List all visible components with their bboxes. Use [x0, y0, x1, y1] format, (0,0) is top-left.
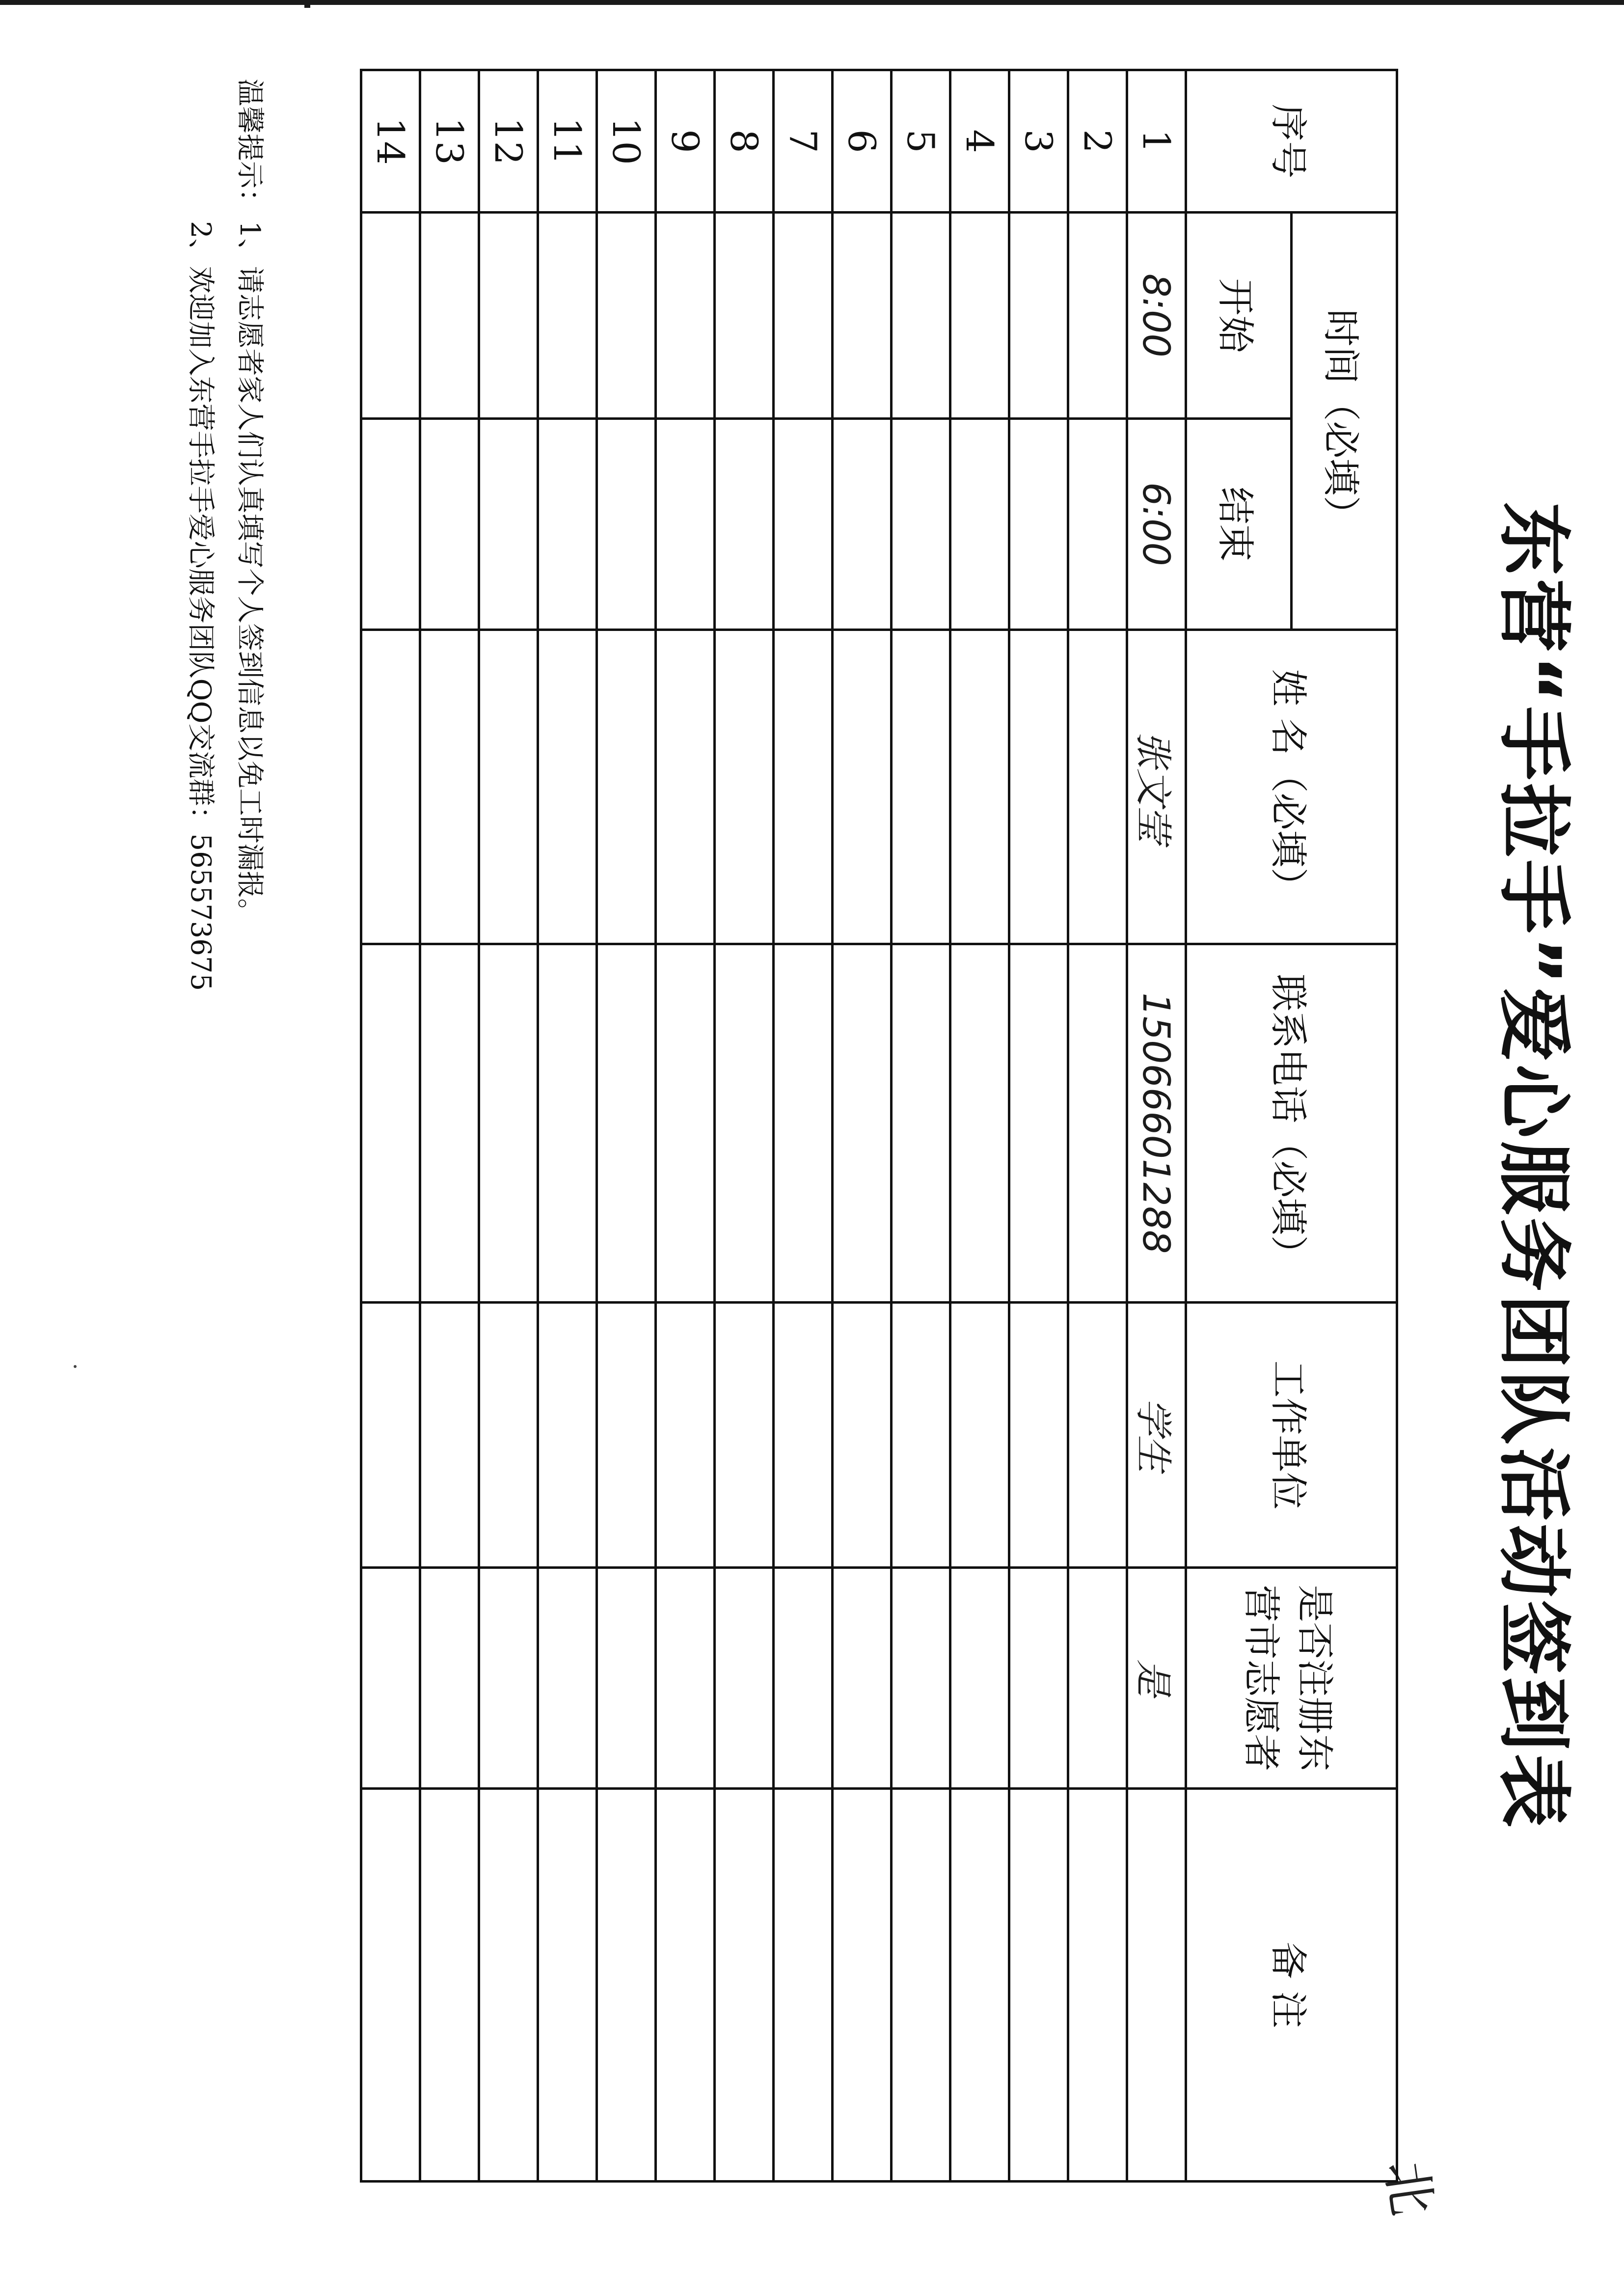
cell-end[interactable] — [597, 419, 656, 630]
cell-name[interactable] — [715, 630, 774, 944]
cell-phone[interactable] — [833, 944, 892, 1303]
cell-phone[interactable] — [420, 944, 479, 1303]
cell-registered[interactable] — [1068, 1568, 1127, 1789]
table-row — [1009, 70, 1068, 2182]
cell-start[interactable] — [1068, 213, 1127, 419]
cell-end[interactable] — [774, 419, 833, 630]
cell-start[interactable] — [597, 213, 656, 419]
table-row — [950, 70, 1009, 2182]
cell-seq: 13 — [420, 70, 479, 213]
cell-remarks[interactable] — [774, 1789, 833, 2182]
scan-mark — [304, 5, 310, 8]
scan-edge-line — [0, 0, 1624, 5]
note-line-1 — [225, 79, 274, 2239]
notes-section — [176, 79, 274, 2239]
table-row — [833, 70, 892, 2182]
cell-work-unit[interactable] — [538, 1303, 597, 1568]
cell-remarks[interactable] — [1068, 1789, 1127, 2182]
cell-work-unit[interactable] — [950, 1303, 1009, 1568]
cell-work-unit[interactable] — [892, 1303, 950, 1568]
cell-end[interactable]: 6:00 — [1127, 419, 1186, 630]
cell-work-unit[interactable] — [1009, 1303, 1068, 1568]
cell-start[interactable] — [715, 213, 774, 419]
cell-start[interactable] — [833, 213, 892, 419]
cell-seq: 9 — [656, 70, 715, 213]
cell-start[interactable] — [1009, 213, 1068, 419]
cell-remarks[interactable] — [479, 1789, 538, 2182]
header-registered: 是否注册东营市志愿者 — [1186, 1568, 1397, 1789]
cell-seq: 2 — [1068, 70, 1127, 213]
cell-work-unit[interactable] — [420, 1303, 479, 1568]
cell-name[interactable] — [892, 630, 950, 944]
cell-end[interactable] — [538, 419, 597, 630]
cell-seq: 14 — [361, 70, 420, 213]
note-item-1: 1、请志愿者家人们认真填写个人签到信息以免工时漏报。 — [234, 221, 266, 926]
cell-registered[interactable] — [715, 1568, 774, 1789]
cell-phone[interactable] — [892, 944, 950, 1303]
cell-registered[interactable] — [597, 1568, 656, 1789]
cell-seq: 12 — [479, 70, 538, 213]
cell-registered[interactable]: 是 — [1127, 1568, 1186, 1789]
cell-start[interactable] — [774, 213, 833, 419]
cell-registered[interactable] — [1009, 1568, 1068, 1789]
cell-phone[interactable] — [1068, 944, 1127, 1303]
scan-speck — [74, 1365, 77, 1368]
cell-seq: 4 — [950, 70, 1009, 213]
cell-name[interactable]: 张文莹 — [1127, 630, 1186, 944]
cell-end[interactable] — [361, 419, 420, 630]
cell-seq: 7 — [774, 70, 833, 213]
header-end: 结束 — [1186, 419, 1292, 630]
cell-remarks[interactable] — [656, 1789, 715, 2182]
cell-start[interactable] — [950, 213, 1009, 419]
cell-phone[interactable] — [597, 944, 656, 1303]
table-row — [479, 70, 538, 2182]
cell-remarks[interactable] — [892, 1789, 950, 2182]
cell-start[interactable] — [420, 213, 479, 419]
header-remarks: 备 注 — [1186, 1789, 1397, 2182]
cell-end[interactable] — [479, 419, 538, 630]
table-row — [892, 70, 950, 2182]
cell-name[interactable] — [950, 630, 1009, 944]
cell-registered[interactable] — [420, 1568, 479, 1789]
cell-end[interactable] — [950, 419, 1009, 630]
cell-start[interactable] — [538, 213, 597, 419]
cell-work-unit[interactable] — [774, 1303, 833, 1568]
header-time: 时间（必填） — [1292, 213, 1397, 630]
cell-name[interactable] — [597, 630, 656, 944]
cell-name[interactable] — [833, 630, 892, 944]
cell-phone[interactable] — [950, 944, 1009, 1303]
table-row — [1068, 70, 1127, 2182]
cell-phone[interactable]: 15066601288 — [1127, 944, 1186, 1303]
cell-phone[interactable] — [774, 944, 833, 1303]
header-start: 开始 — [1186, 213, 1292, 419]
cell-start[interactable] — [361, 213, 420, 419]
cell-end[interactable] — [420, 419, 479, 630]
cell-remarks[interactable] — [420, 1789, 479, 2182]
cell-start[interactable] — [656, 213, 715, 419]
cell-end[interactable] — [656, 419, 715, 630]
cell-seq: 8 — [715, 70, 774, 213]
cell-remarks[interactable] — [715, 1789, 774, 2182]
table-row — [597, 70, 656, 2182]
cell-phone[interactable] — [1009, 944, 1068, 1303]
cell-remarks[interactable] — [538, 1789, 597, 2182]
cell-work-unit[interactable] — [597, 1303, 656, 1568]
cell-remarks[interactable] — [361, 1789, 420, 2182]
cell-registered[interactable] — [892, 1568, 950, 1789]
cell-registered[interactable] — [950, 1568, 1009, 1789]
cell-work-unit[interactable] — [656, 1303, 715, 1568]
table-row — [538, 70, 597, 2182]
cell-work-unit[interactable] — [361, 1303, 420, 1568]
table-row — [774, 70, 833, 2182]
cell-remarks[interactable] — [1009, 1789, 1068, 2182]
table-row — [656, 70, 715, 2182]
cell-name[interactable] — [361, 630, 420, 944]
cell-name[interactable] — [774, 630, 833, 944]
table-row — [715, 70, 774, 2182]
cell-seq: 5 — [892, 70, 950, 213]
cell-end[interactable] — [1009, 419, 1068, 630]
sign-in-table — [360, 69, 1398, 2183]
cell-remarks[interactable] — [950, 1789, 1009, 2182]
cell-phone[interactable] — [361, 944, 420, 1303]
note-line-2 — [176, 79, 225, 2239]
cell-start[interactable] — [479, 213, 538, 419]
cell-name[interactable] — [420, 630, 479, 944]
cell-work-unit[interactable] — [479, 1303, 538, 1568]
cell-seq: 3 — [1009, 70, 1068, 213]
cell-phone[interactable] — [479, 944, 538, 1303]
cell-remarks[interactable] — [833, 1789, 892, 2182]
table-row — [420, 70, 479, 2182]
cell-name[interactable] — [538, 630, 597, 944]
cell-work-unit[interactable]: 学生 — [1127, 1303, 1186, 1568]
cell-seq: 11 — [538, 70, 597, 213]
cell-end[interactable] — [892, 419, 950, 630]
cell-seq: 10 — [597, 70, 656, 213]
note-item-2: 2、欢迎加入东营手拉手爱心服务团队QQ交流群：565573675 — [185, 221, 217, 991]
cell-registered[interactable] — [361, 1568, 420, 1789]
cell-seq: 6 — [833, 70, 892, 213]
cell-registered[interactable] — [833, 1568, 892, 1789]
cell-name[interactable] — [656, 630, 715, 944]
cell-end[interactable] — [833, 419, 892, 630]
cell-work-unit[interactable] — [833, 1303, 892, 1568]
cell-remarks[interactable] — [597, 1789, 656, 2182]
cell-registered[interactable] — [656, 1568, 715, 1789]
table-row — [361, 70, 420, 2182]
cell-name[interactable] — [1068, 630, 1127, 944]
cell-work-unit[interactable] — [1068, 1303, 1127, 1568]
cell-phone[interactable] — [656, 944, 715, 1303]
cell-registered[interactable] — [479, 1568, 538, 1789]
cell-work-unit[interactable] — [715, 1303, 774, 1568]
cell-registered[interactable] — [538, 1568, 597, 1789]
cell-phone[interactable] — [538, 944, 597, 1303]
cell-name[interactable] — [1009, 630, 1068, 944]
header-work-unit: 工作单位 — [1186, 1303, 1397, 1568]
cell-phone[interactable] — [715, 944, 774, 1303]
cell-start[interactable] — [892, 213, 950, 419]
cell-end[interactable] — [715, 419, 774, 630]
sign-in-sheet — [107, 69, 1595, 2264]
header-name: 姓 名（必填） — [1186, 630, 1397, 944]
header-phone: 联系电话（必填） — [1186, 944, 1397, 1303]
cell-end[interactable] — [1068, 419, 1127, 630]
table-row — [1127, 70, 1186, 2182]
handwritten-page-mark: 北 — [1374, 2157, 1444, 2219]
page-title: 东营“手拉手”爱心服务团队活动签到表 — [1490, 502, 1576, 1831]
notes-label: 温馨提示： — [234, 79, 266, 216]
header-seq: 序号 — [1186, 70, 1397, 213]
cell-seq: 1 — [1127, 70, 1186, 213]
cell-remarks[interactable] — [1127, 1789, 1186, 2182]
cell-start[interactable]: 8:00 — [1127, 213, 1186, 419]
cell-name[interactable] — [479, 630, 538, 944]
cell-registered[interactable] — [774, 1568, 833, 1789]
